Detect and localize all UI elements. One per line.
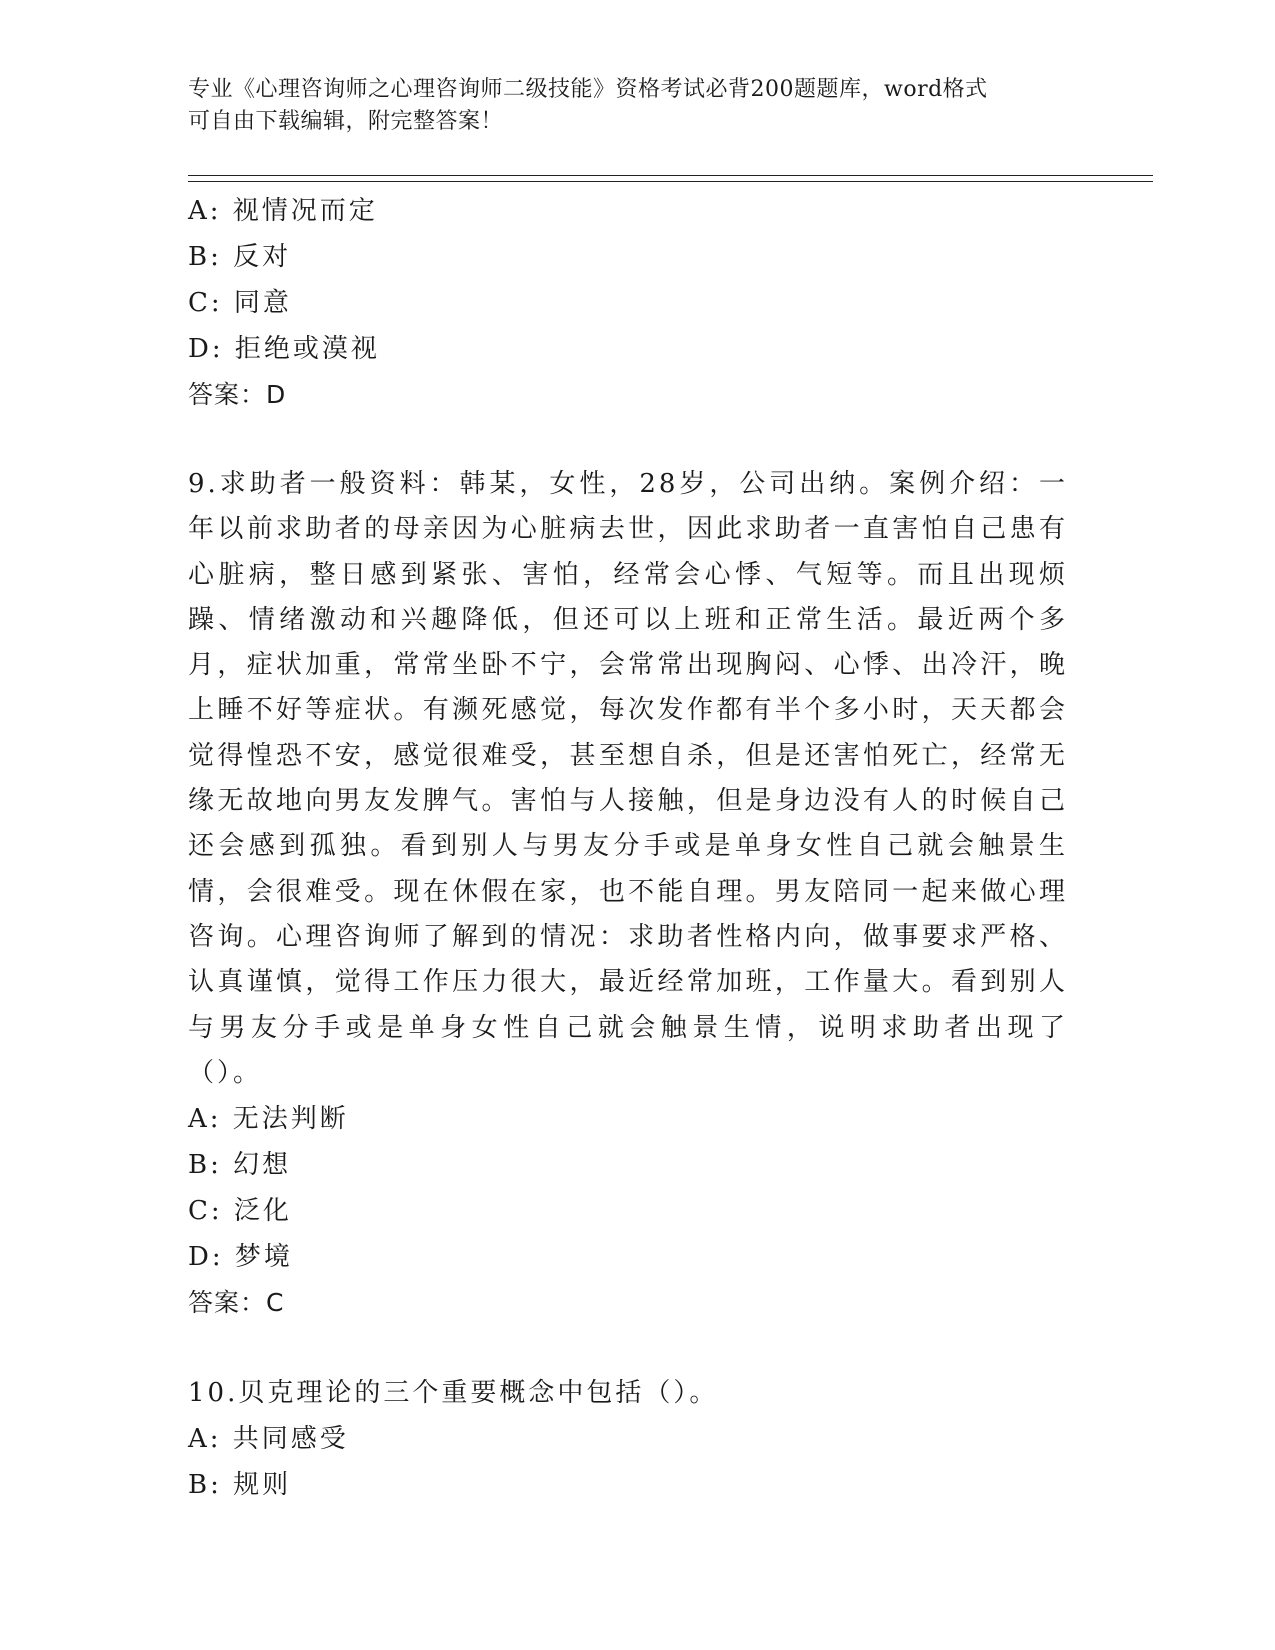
question-8	[188, 188, 1068, 418]
option-c: C: 同意	[188, 288, 292, 318]
header-divider-bottom	[188, 181, 1153, 182]
option-d: D: 梦境	[188, 1242, 293, 1273]
option-b: B: 幻想	[188, 1150, 292, 1181]
option-d: D: 拒绝或漠视	[188, 334, 380, 364]
option-a: A: 共同感受	[188, 1424, 349, 1455]
header-divider-top	[188, 175, 1153, 176]
question-content	[188, 188, 1068, 1508]
spacer	[188, 418, 1068, 462]
question-text: 9.求助者一般资料：韩某，女性，28岁，公司出纳。案例介绍：一年以前求助者的母亲因为心脏病去世，因此求助者一直害怕自己患有心脏病，整日感到紧张、害怕，经常会心悸、气短等。而且出现烦躁、情绪激动和兴趣降低，但还可以上班和正常生活。最近两个多月，症状加重，常常坐卧不宁，会常常出现胸闷、心悸、出冷汗，晚上睡不好等症状。有濒死感觉，每次发作都有半个多小时，天天都会觉得惶恐不安，感觉很难受，甚至想自杀，但是还害怕死亡，经常无缘无故地向男友发脾气。害怕与人接触，但是身边没有人的时候自己还会感到孤独。看到别人与男友分手或是单身女性自己就会触景生情，会很难受。现在休假在家，也不能自理。男友陪同一起来做心理咨询。心理咨询师了解到的情况：求助者性格内向，做事要求严格、认真谨慎，觉得工作压力很大，最近经常加班，工作量大。看到别人与男友分手或是单身女性自己就会触景生情，说明求助者出现了（）。	[188, 469, 1068, 1088]
option-b: B: 反对	[188, 242, 292, 272]
spacer	[188, 1326, 1068, 1370]
question-text: 10.贝克理论的三个重要概念中包括（）。	[188, 1378, 719, 1409]
document-header	[188, 74, 1088, 138]
answer: 答案：D	[188, 380, 287, 409]
option-b: B: 规则	[188, 1470, 292, 1501]
option-c: C: 泛化	[188, 1196, 292, 1227]
option-a: A: 视情况而定	[188, 196, 378, 226]
header-line-1: 专业《心理咨询师之心理咨询师二级技能》资格考试必背200题题库，word格式	[188, 77, 988, 102]
option-a: A: 无法判断	[188, 1104, 349, 1135]
question-9	[188, 462, 1068, 1326]
answer: 答案：C	[188, 1288, 285, 1318]
header-line-2: 可自由下载编辑，附完整答案！	[188, 109, 504, 134]
question-10	[188, 1370, 1068, 1508]
